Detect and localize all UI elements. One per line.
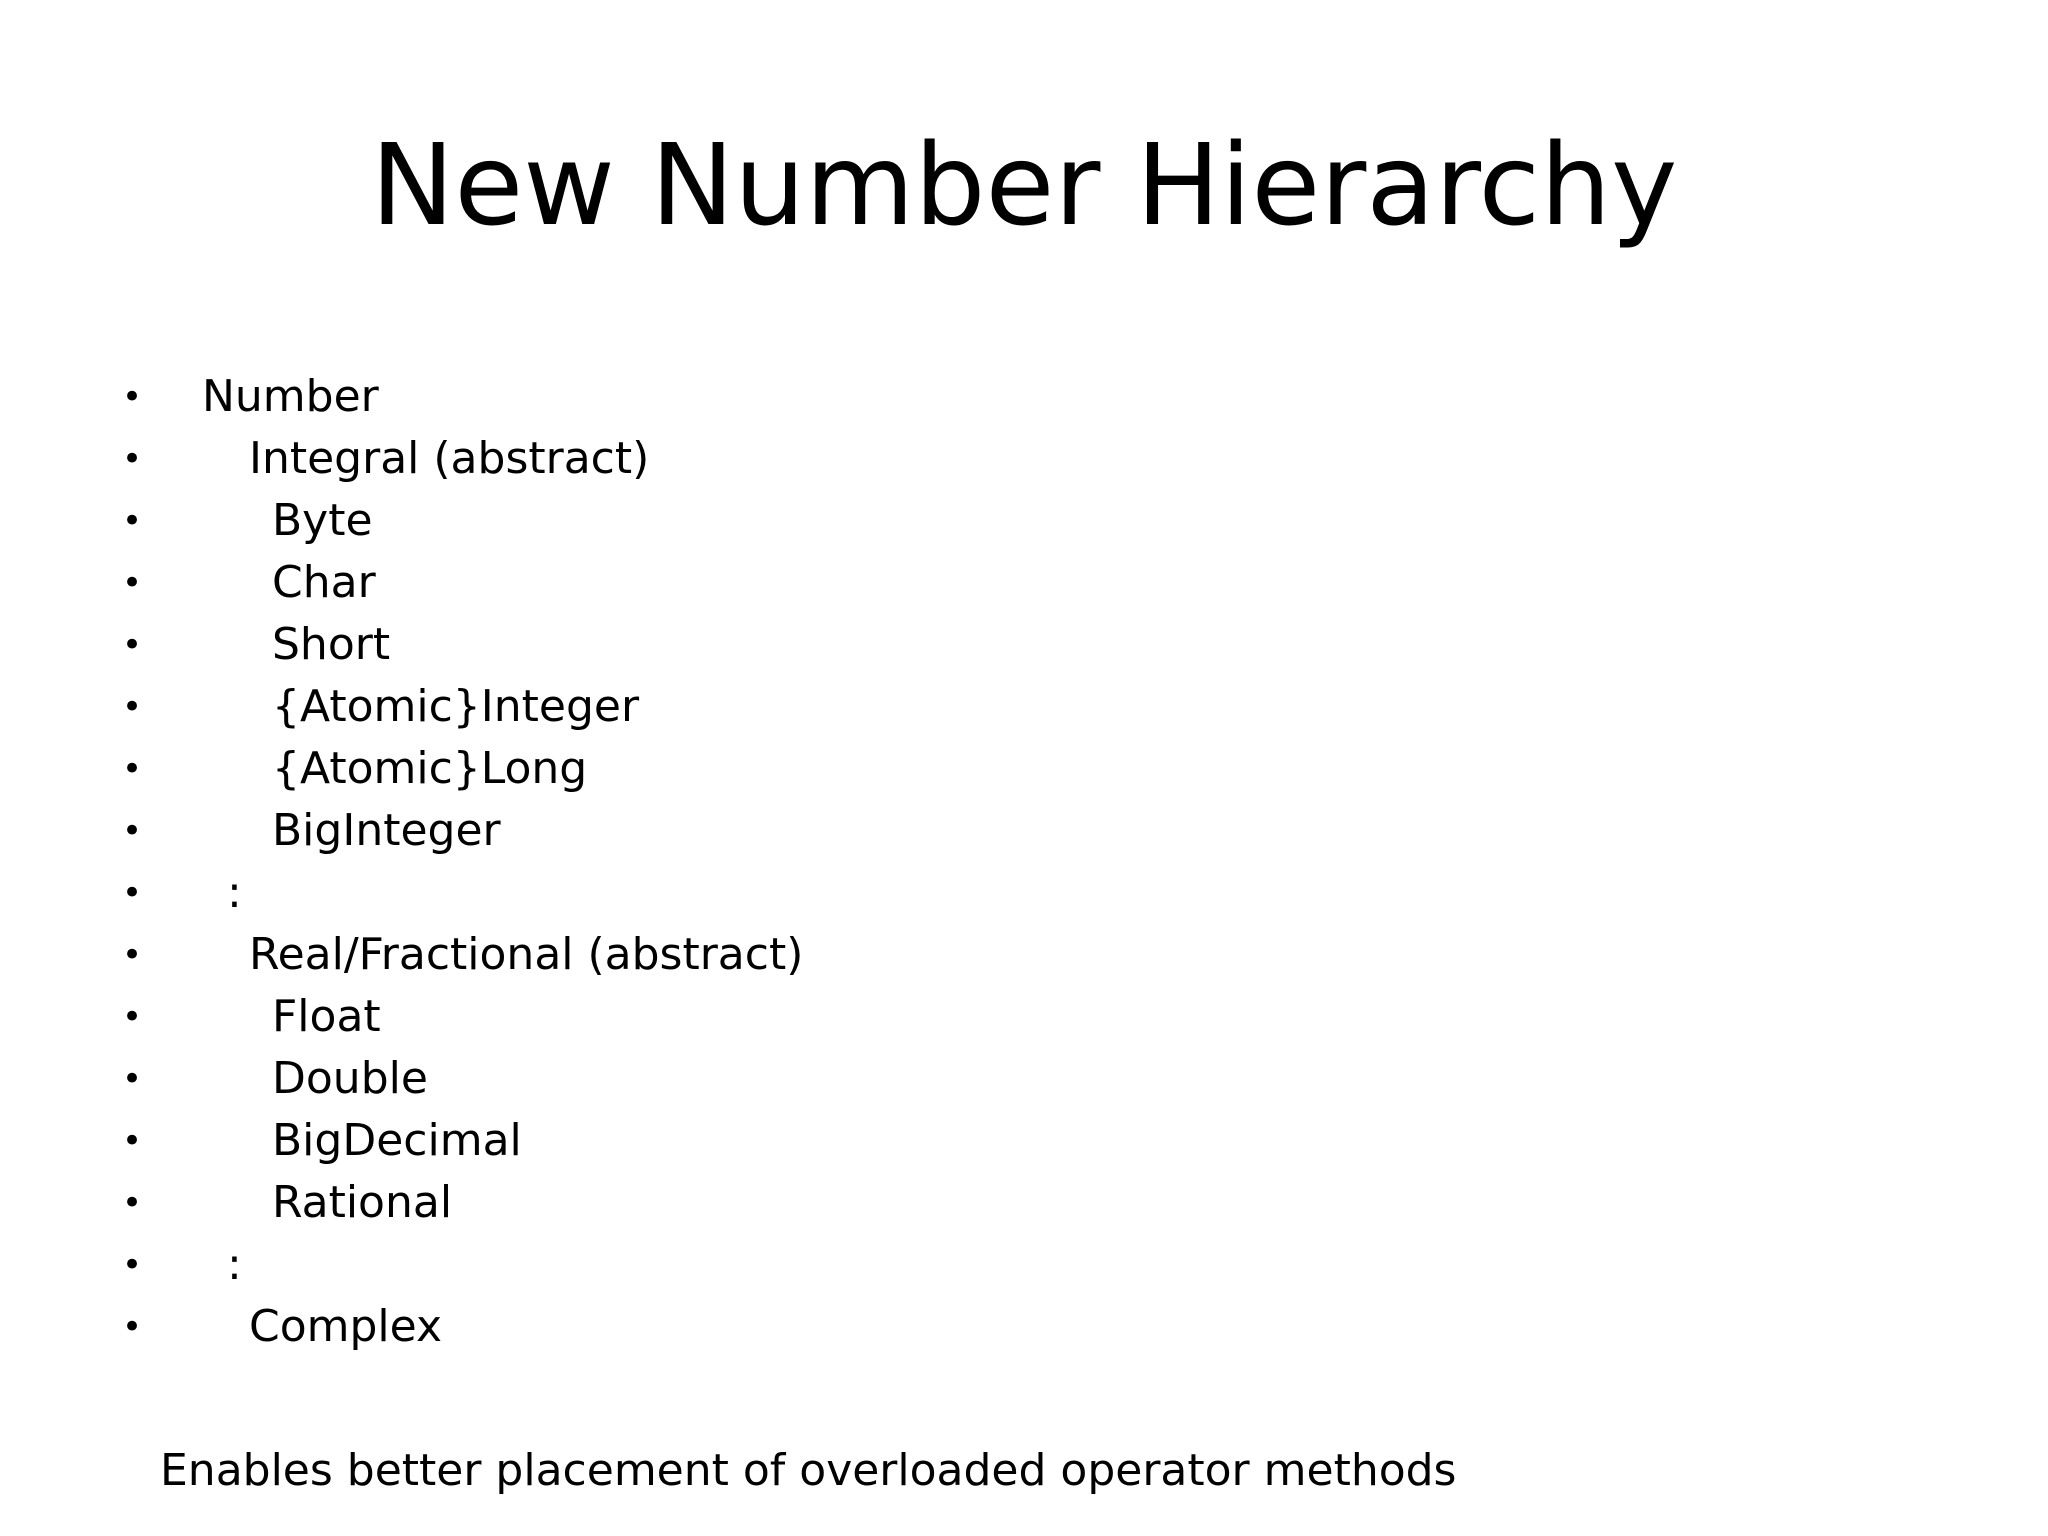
bullet-item xyxy=(0,986,1200,1048)
bullet-icon: • xyxy=(122,1121,143,1161)
bullet-list xyxy=(0,366,1200,1358)
bullet-text: Number xyxy=(202,371,379,422)
bullet-text: : xyxy=(227,1239,242,1290)
bullet-text: Float xyxy=(272,991,381,1042)
bullet-item xyxy=(0,1110,1200,1172)
bullet-icon: • xyxy=(122,873,143,913)
bullet-item xyxy=(0,428,1200,490)
bullet-item xyxy=(0,1172,1200,1234)
bullet-item xyxy=(0,862,1200,924)
bullet-text: Real/Fractional (abstract) xyxy=(249,929,804,980)
bullet-text: Char xyxy=(272,557,376,608)
bullet-item xyxy=(0,676,1200,738)
bullet-text: BigDecimal xyxy=(272,1115,522,1166)
bullet-text: Byte xyxy=(272,495,373,546)
bullet-icon: • xyxy=(122,625,143,665)
slide-title: New Number Hierarchy xyxy=(370,121,1678,251)
bullet-icon: • xyxy=(122,501,143,541)
bullet-item xyxy=(0,1234,1200,1296)
bullet-icon: • xyxy=(122,377,143,417)
bullet-icon: • xyxy=(122,1245,143,1285)
bullet-item xyxy=(0,1296,1200,1358)
footer-note: Enables better placement of overloaded operator methods xyxy=(160,1445,1457,1496)
bullet-item xyxy=(0,1048,1200,1110)
bullet-item xyxy=(0,800,1200,862)
bullet-item xyxy=(0,490,1200,552)
bullet-icon: • xyxy=(122,1307,143,1347)
bullet-text: {Atomic}Long xyxy=(272,743,588,794)
bullet-item xyxy=(0,366,1200,428)
bullet-item xyxy=(0,614,1200,676)
bullet-item xyxy=(0,924,1200,986)
bullet-item xyxy=(0,738,1200,800)
bullet-icon: • xyxy=(122,563,143,603)
bullet-text: Short xyxy=(272,619,391,670)
bullet-text: Complex xyxy=(249,1301,442,1352)
bullet-icon: • xyxy=(122,1183,143,1223)
bullet-text: Double xyxy=(272,1053,428,1104)
bullet-icon: • xyxy=(122,1059,143,1099)
bullet-text: : xyxy=(227,867,242,918)
bullet-text: {Atomic}Integer xyxy=(272,681,640,732)
bullet-icon: • xyxy=(122,439,143,479)
bullet-icon: • xyxy=(122,749,143,789)
bullet-item xyxy=(0,552,1200,614)
bullet-icon: • xyxy=(122,811,143,851)
bullet-text: Rational xyxy=(272,1177,453,1228)
bullet-icon: • xyxy=(122,687,143,727)
bullet-text: Integral (abstract) xyxy=(249,433,650,484)
bullet-icon: • xyxy=(122,935,143,975)
bullet-icon: • xyxy=(122,997,143,1037)
bullet-text: BigInteger xyxy=(272,805,501,856)
